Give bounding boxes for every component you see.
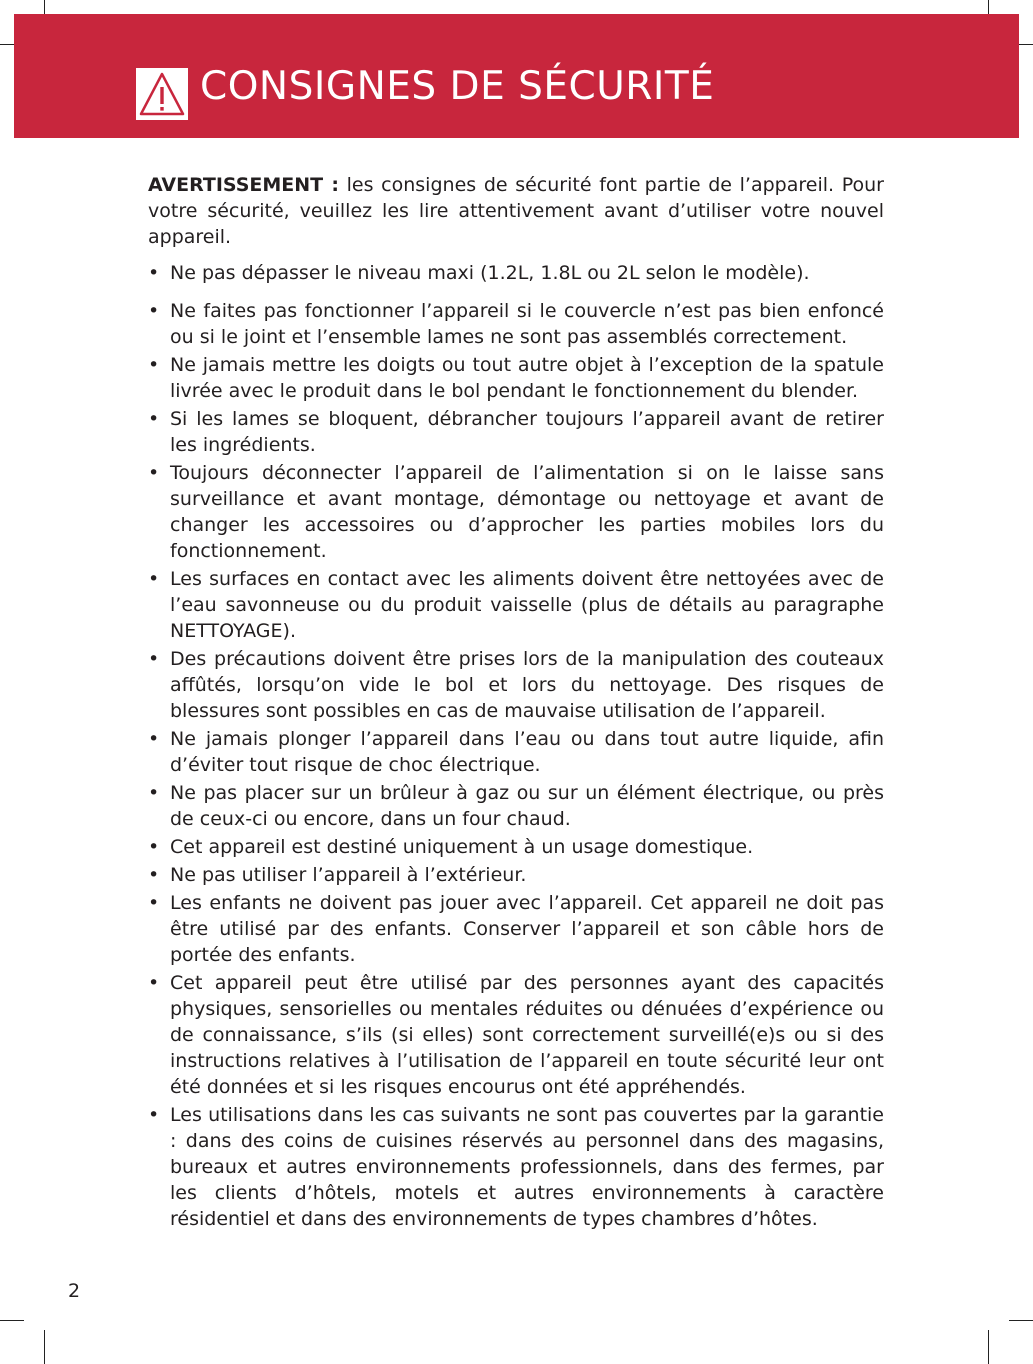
page-number: 2 [68,1280,81,1302]
list-item: • Cet appareil est destiné uniquement à un usage domestique. [148,834,884,860]
crop-mark [1009,1320,1033,1321]
list-item: • Ne jamais mettre les doigts ou tout autre objet à l’exception de la spatule livrée avec le produit dans le bol pendant le fonctionnement du blender. [148,352,884,404]
list-item: • Si les lames se bloquent, débrancher toujours l’appareil avant de retirer les ingrédients. [148,406,884,458]
page-title: CONSIGNES DE SÉCURITÉ [200,64,715,109]
crop-mark [0,1320,24,1321]
warning-text: les consignes de sécurité font partie de l’appareil. Pour votre sécurité, veuillez les lire attentivement avant d’utiliser votre nouvel appareil. [148,174,884,248]
list-item: • Cet appareil peut être utilisé par des personnes ayant des capacités physiques, sensorielles ou mentales réduites ou dénuées d’expérience ou de connaissance, s’ils (si elles) sont correctement surveillé(e)s ou si des instructions relatives à l’utilisation de l’appareil en toute sécurité leur ont été données et si les risques encourus ont été appréhendés. [148,970,884,1100]
list-item: • Toujours déconnecter l’appareil de l’alimentation si on le laisse sans surveillance et avant montage, démontage ou nettoyage et avant de changer les accessoires ou d’approcher les parties mobiles lors du fonctionnement. [148,460,884,564]
list-item: • Des précautions doivent être prises lors de la manipulation des couteaux affûtés, lorsqu’on vide le bol et lors du nettoyage. Des risques de blessures sont possibles en cas de mauvaise utilisation de l’appareil. [148,646,884,724]
list-item: • Ne pas placer sur un brûleur à gaz ou sur un élément électrique, ou près de ceux-ci ou encore, dans un four chaud. [148,780,884,832]
warning-label: AVERTISSEMENT : [148,174,339,196]
list-item: • Les utilisations dans les cas suivants ne sont pas couvertes par la garantie : dans des coins de cuisines réservés au personnel dans des magasins, bureaux et autres environnements professionnels, dans des fermes, par les clients d’hôtels, motels et autres environnements à caractère résidentiel et dans des environnements de types chambres d’hôtes. [148,1102,884,1232]
safety-list [148,260,884,1232]
crop-mark [44,1330,45,1364]
list-item: • Ne jamais plonger l’appareil dans l’eau ou dans tout autre liquide, afin d’éviter tout risque de choc électrique. [148,726,884,778]
list-item: • Ne pas utiliser l’appareil à l’extérieur. [148,862,884,888]
list-item: • Ne pas dépasser le niveau maxi (1.2L, 1.8L ou 2L selon le modèle). [148,260,884,286]
list-item: • Les surfaces en contact avec les aliments doivent être nettoyées avec de l’eau savonneuse ou du produit vaisselle (plus de détails au paragraphe NETTOYAGE). [148,566,884,644]
warning-intro [148,172,884,250]
list-item: • Ne faites pas fonctionner l’appareil si le couvercle n’est pas bien enfoncé ou si le joint et l’ensemble lames ne sont pas assemblés correctement. [148,298,884,350]
crop-mark [988,1330,989,1364]
safety-content [148,172,884,1234]
warning-triangle-icon [136,68,188,120]
list-item: • Les enfants ne doivent pas jouer avec l’appareil. Cet appareil ne doit pas être utilisé par des enfants. Conserver l’appareil et son câble hors de portée des enfants. [148,890,884,968]
